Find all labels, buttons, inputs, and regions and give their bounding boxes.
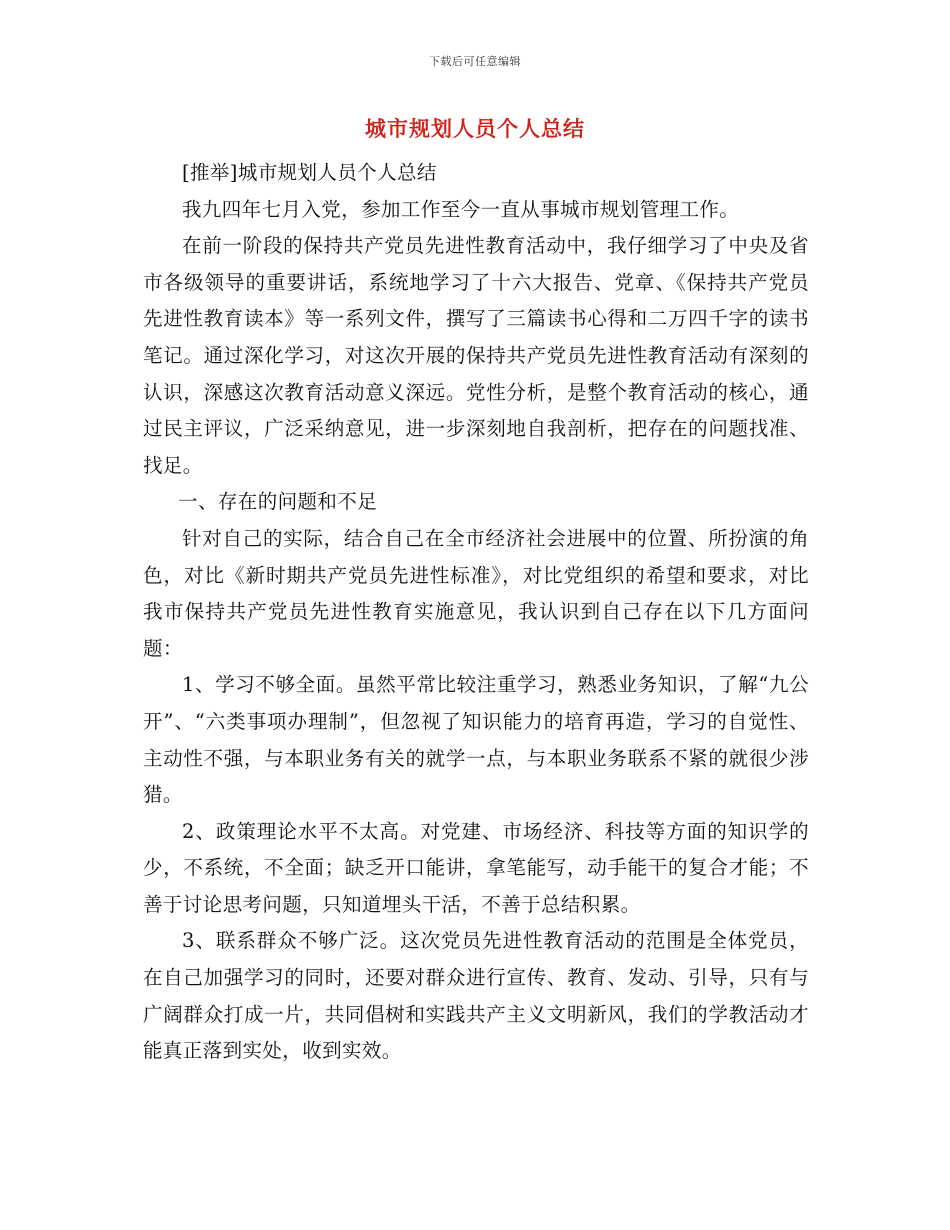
paragraph-self-assessment: 针对自己的实际，结合自己在全市经济社会进展中的位置、所扮演的角色，对比《新时期共产党员先进性标准》，对比党组织的希望和要求，对比我市保持共产党员先进性教育实施意见，我认识到自己存在以下几方面问题： [143, 526, 809, 660]
paragraph-study: 在前一阶段的保持共产党员先进性教育活动中，我仔细学习了中央及省市各级领导的重要讲话，系统地学习了十六大报告、党章、《保持共产党员先进性教育读本》等一系列文件，撰写了三篇读书心得和二万四千字的读书笔记。通过深化学习，对这次开展的保持共产党员先进性教育活动有深刻的认识，深感这次教育活动意义深远。党性分析，是整个教育活动的核心，通过民主评议，广泛采纳意见，进一步深刻地自我剖析，把存在的问题找准、找足。 [143, 234, 809, 477]
section-heading-problems: 一、存在的问题和不足 [178, 490, 378, 514]
document-title: 城市规划人员个人总结 [365, 117, 585, 141]
paragraph-recommend-title: [推举]城市规划人员个人总结 [182, 161, 437, 184]
paragraph-problem-3: 3、联系群众不够广泛。这次党员先进性教育活动的范围是全体党员，在自己加强学习的同时，还要对群众进行宣传、教育、发动、引导，只有与广阔群众打成一片，共同倡树和实践共产主义文明新风，我们的学教活动才能真正落到实处，收到实效。 [143, 929, 809, 1063]
paragraph-problem-1: 1、学习不够全面。虽然平常比较注重学习，熟悉业务知识，了解“九公开”、“六类事项办理制”，但忽视了知识能力的培育再造，学习的自觉性、主动性不强，与本职业务有关的就学一点，与本职业务联系不紧的就很少涉猎。 [143, 673, 809, 807]
header-note: 下载后可任意编辑 [429, 55, 521, 68]
document-body [143, 155, 809, 1070]
paragraph-problem-2: 2、政策理论水平不太高。对党建、市场经济、科技等方面的知识学的少，不系统，不全面；缺乏开口能讲，拿笔能写，动手能干的复合才能；不善于讨论思考问题，只知道埋头干活，不善于总结积累。 [143, 819, 809, 916]
paragraph-intro: 我九四年七月入党，参加工作至今一直从事城市规划管理工作。 [182, 197, 740, 221]
